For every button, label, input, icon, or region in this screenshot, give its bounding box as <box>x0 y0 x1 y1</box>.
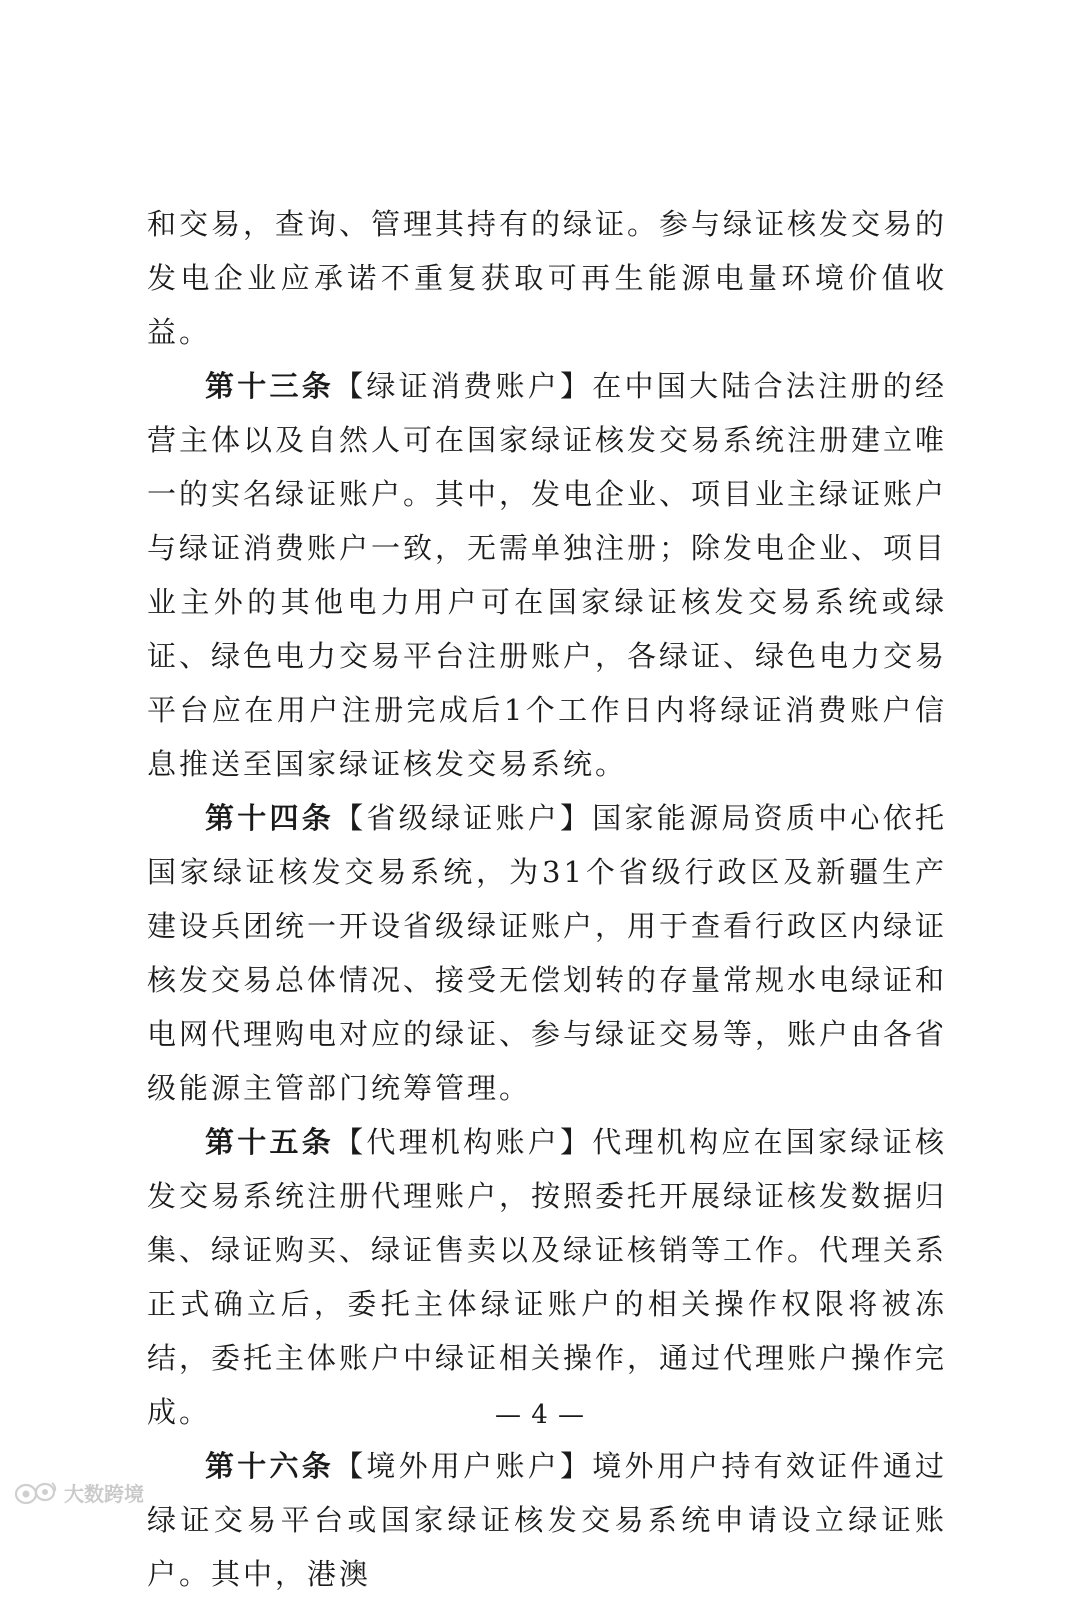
page-number: — 4 — <box>494 1400 586 1430</box>
paragraph-text: 和交易，查询、管理其持有的绿证。参与绿证核发交易的发电企业应承诺不重复获取可再生能源电量环境价值收益。 <box>147 207 948 349</box>
article-title: 【代理机构账户】 <box>334 1125 593 1159</box>
article-number: 第十四条 <box>205 801 335 835</box>
article-16 <box>147 1439 947 1601</box>
paragraph-text: 境外用户持有效证件通过绿证交易平台或国家绿证核发交易系统申请设立绿证账户。其中，港澳 <box>147 1449 947 1591</box>
paragraph-text: 代理机构应在国家绿证核发交易系统注册代理账户，按照委托开展绿证核发数据归集、绿证购买、绿证售卖以及绿证核销等工作。代理关系正式确立后，委托主体绿证账户的相关操作权限将被冻结，委托主体账户中绿证相关操作，通过代理账户操作完成。 <box>147 1125 948 1429</box>
article-13 <box>147 359 947 791</box>
watermark <box>14 1478 144 1507</box>
watermark-text: 大数跨境 <box>64 1482 144 1506</box>
article-14 <box>147 791 947 1115</box>
article-15 <box>147 1115 947 1439</box>
paragraph-text: 在中国大陆合法注册的经营主体以及自然人可在国家绿证核发交易系统注册建立唯一的实名绿证账户。其中，发电企业、项目业主绿证账户与绿证消费账户一致，无需单独注册；除发电企业、项目业主外的其他电力用户可在国家绿证核发交易系统或绿证、绿色电力交易平台注册账户，各绿证、绿色电力交易平台应在用户注册完成后1个工作日内将绿证消费账户信息推送至国家绿证核发交易系统。 <box>147 369 948 781</box>
document-body <box>147 197 947 1601</box>
weibo-eye-logo-icon <box>14 1480 58 1506</box>
article-title: 【绿证消费账户】 <box>334 369 593 403</box>
paragraph-continued <box>147 197 947 359</box>
article-number: 第十五条 <box>205 1125 335 1159</box>
paragraph-text: 国家能源局资质中心依托国家绿证核发交易系统，为31个省级行政区及新疆生产建设兵团统一开设省级绿证账户，用于查看行政区内绿证核发交易总体情况、接受无偿划转的存量常规水电绿证和电网代理购电对应的绿证、参与绿证交易等，账户由各省级能源主管部门统筹管理。 <box>147 801 948 1105</box>
article-title: 【境外用户账户】 <box>334 1449 593 1483</box>
article-number: 第十六条 <box>205 1449 335 1483</box>
article-title: 【省级绿证账户】 <box>334 801 593 835</box>
article-number: 第十三条 <box>205 369 335 403</box>
